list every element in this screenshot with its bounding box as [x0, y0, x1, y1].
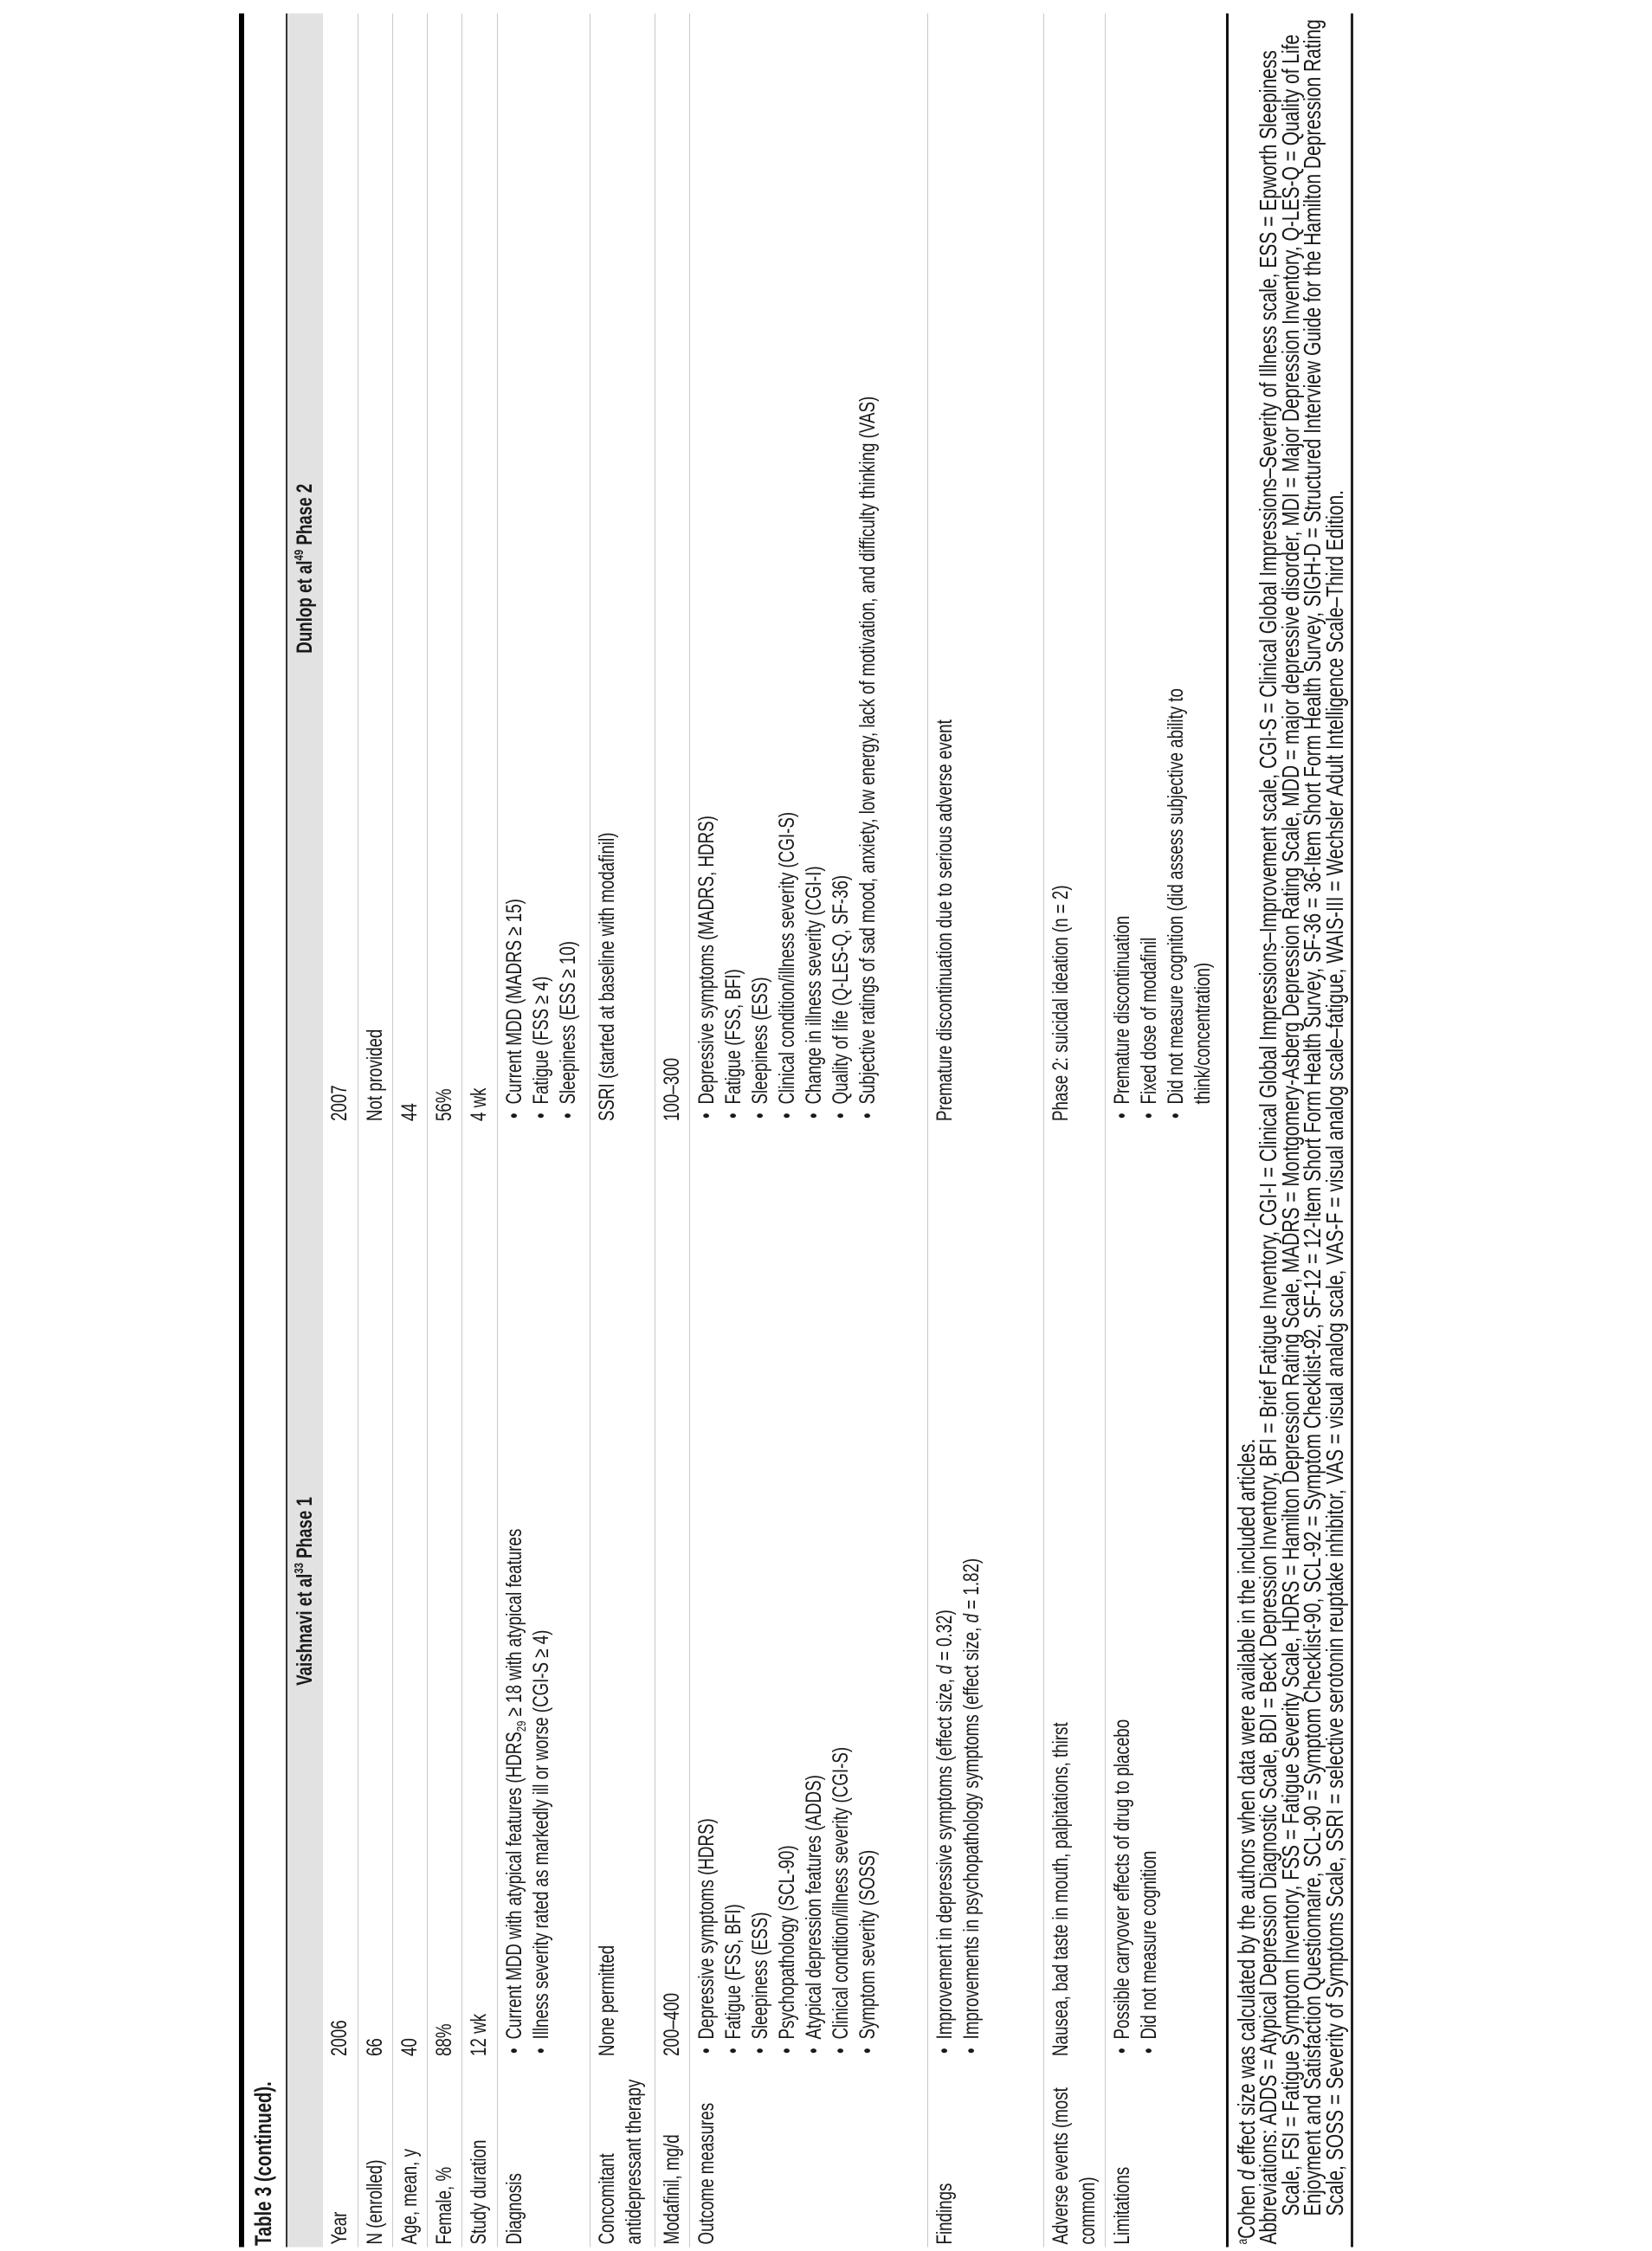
list-item: • Clinical condition/illness severity (CGI-S) [774, 19, 801, 1122]
list-item: • Did not measure cognition [1136, 1129, 1163, 2056]
cell-study-2: 2007 [327, 1085, 352, 1121]
cell-study-2: Phase 2: suicidal ideation (n = 2) [1048, 885, 1073, 1121]
list-item: • Possible carryover effects of drug to placebo [1109, 1129, 1136, 2056]
cell-study-2: SSRI (started at baseline with modafinil) [594, 832, 619, 1121]
effect-size-symbol: d [932, 1665, 957, 1674]
list-item: • Quality of life (Q-LES-Q, SF-36) [828, 19, 855, 1122]
cell-study-2: Premature discontinuation due to serious adverse event [932, 719, 957, 1121]
cell-study-1 [497, 1124, 590, 2059]
list-item: • Sleepiness (ESS) [747, 1129, 774, 2056]
subscript: 29 [513, 1720, 529, 1732]
table-row-concomitant [590, 14, 655, 2248]
list-item: • Sleepiness (ESS) [747, 19, 774, 1122]
list-item: • Fatigue (FSS, BFI) [720, 1129, 747, 2056]
cell-study-2 [1105, 14, 1227, 1125]
table-footnotes [1229, 14, 1354, 2248]
row-label: Outcome measures [694, 2102, 719, 2245]
table-row-adverse-events [1043, 14, 1105, 2248]
cell-study-1 [689, 1124, 927, 2059]
list-item: • Did not measure cognition (did assess subjective ability to think/concentration) [1163, 663, 1216, 1122]
list-item: • Fatigue (FSS ≥ 4) [528, 19, 555, 1122]
cell-study-2 [497, 14, 590, 1125]
row-label: Diagnosis [501, 2173, 526, 2245]
study-name: Dunlop et al [293, 560, 317, 654]
header-row [287, 14, 323, 2248]
bullet-list [694, 19, 881, 1122]
list-item: • Fixed dose of modafinil [1136, 663, 1163, 1122]
cell-study-1: 40 [397, 2038, 422, 2056]
footnote-text: Cohen [1232, 2180, 1260, 2239]
list-item: • Illness severity rated as markedly ill or worse (CGI-S ≥ 4) [528, 1129, 555, 2056]
cell-study-2 [689, 14, 927, 1125]
table-title: Table 3 (continued). [250, 2081, 276, 2246]
item-text: = 1.82) [958, 1558, 984, 1614]
cell-study-2: 56% [431, 1088, 456, 1121]
cell-study-1: 12 wk [466, 2014, 491, 2056]
item-text: = 0.32) [932, 1609, 957, 1666]
item-text: Improvement in depressive symptoms (effect size, [932, 1674, 957, 2040]
bullet-list [501, 19, 582, 1122]
cell-study-1: 88% [431, 2023, 456, 2056]
table-row-outcomes [689, 14, 927, 2248]
cell-study-1 [927, 1124, 1043, 2059]
row-label: Concomitant antidepressant therapy [594, 2079, 646, 2245]
study-name: Vaishnavi et al [293, 1573, 317, 1686]
row-label: Findings [932, 2183, 957, 2245]
table-row-diagnosis [497, 14, 590, 2248]
cell-study-2: 100–300 [659, 1058, 684, 1121]
row-label: Study duration [466, 2139, 491, 2245]
table-row-findings [927, 14, 1043, 2248]
table-row-age [392, 14, 427, 2248]
item-text: Current MDD with atypical features (HDRS [501, 1732, 526, 2040]
list-item: • Premature discontinuation [1109, 663, 1136, 1122]
row-label: Adverse events (most common) [1048, 2087, 1100, 2245]
list-item: • Depressive symptoms (HDRS) [694, 1129, 720, 2056]
effect-size-symbol: d [1232, 2170, 1260, 2181]
cell-study-1: 200–400 [659, 1993, 684, 2056]
row-label: N (enrolled) [362, 2159, 387, 2245]
cell-study-2: 4 wk [466, 1087, 491, 1121]
list-item: • Symptom severity (SOSS) [855, 1129, 881, 2056]
list-item [958, 1539, 985, 2056]
list-item [932, 1539, 958, 2056]
bullet-list [694, 1129, 881, 2056]
study-phase: Phase 2 [293, 483, 317, 550]
item-text: Improvements in psychopathology symptoms (effect size, [958, 1622, 984, 2040]
cell-study-1: 66 [362, 2038, 387, 2056]
cell-study-1: 2006 [327, 2020, 352, 2056]
header-empty [287, 2059, 323, 2248]
row-label: Limitations [1109, 2166, 1134, 2245]
list-item: • Fatigue (FSS, BFI) [720, 19, 747, 1122]
study-phase: Phase 1 [293, 1497, 317, 1564]
table-row-female [427, 14, 461, 2248]
bullet-list [1109, 1129, 1163, 2056]
bullet-list [1109, 663, 1216, 1122]
list-item: • Change in illness severity (CGI-I) [801, 19, 828, 1122]
item-text: ≥ 18 with atypical features [501, 1528, 526, 1721]
list-item: • Atypical depression features (ADDS) [801, 1129, 828, 2056]
cell-study-1: None permitted [594, 1945, 619, 2056]
table-row-duration [461, 14, 497, 2248]
bullet-list [932, 1539, 985, 2056]
row-label: Modafinil, mg/d [659, 2134, 684, 2245]
row-label: Year [327, 2211, 352, 2245]
list-item: • Subjective ratings of sad mood, anxiety, low energy, lack of motivation, and difficulty thinking (VAS) [855, 19, 881, 1122]
row-label: Age, mean, y [397, 2149, 422, 2245]
cell-study-2: Not provided [362, 1029, 387, 1121]
comparison-table [286, 14, 1229, 2248]
table-row-year [323, 14, 358, 2248]
header-study-1 [287, 1124, 323, 2059]
list-item: • Clinical condition/illness severity (CGI-S) [828, 1129, 855, 2056]
list-item [501, 1129, 528, 2056]
table-row-modafinil [655, 14, 689, 2248]
list-item: • Sleepiness (ESS ≥ 10) [555, 19, 582, 1122]
footnote-marker: a [1235, 2238, 1250, 2245]
table-row-n [358, 14, 392, 2248]
cell-study-2: 44 [397, 1103, 422, 1121]
row-label: Female, % [431, 2166, 456, 2245]
cell-study-1 [1105, 1124, 1227, 2059]
effect-size-symbol: d [958, 1613, 984, 1623]
list-item: • Depressive symptoms (MADRS, HDRS) [694, 19, 720, 1122]
header-study-2 [287, 14, 323, 1125]
cell-study-1: Nausea, bad taste in mouth, palpitations, thirst [1048, 1722, 1073, 2056]
list-item: • Psychopathology (SCL-90) [774, 1129, 801, 2056]
list-item: • Current MDD (MADRS ≥ 15) [501, 19, 528, 1122]
bullet-list [501, 1129, 555, 2056]
footnote-abbreviations: Abbreviations: ADDS = Atypical Depression Diagnostic Scale, BDI = Beck Depression Inventory, BFI = Brief Fatigue Inventory, CGI-I = Clinical Global Impressions–Improvement scale, CGI-S = Clinical Global Impressions–Severity of Illness scale, ESS = Epworth Sleepiness Scale, FSI = Fatigue Symptom Inventory, FSS = Fatigue Severity Scale, HDRS = Hamilton Depression Rating Scale, MADRS = Montgomery-Asberg Depression Rating Scale, MDD = major depressive disorder, MDI = Major Depression Inventory, Q-LES-Q = Quality of Life Enjoyment and Satisfaction Questionnaire, SCL-90 = Symptom Checklist-90, SCL-92 = Symptom Checklist-92, SF-12 = 12-Item Short Form Health Survey, SF-36 = 36-Item Short Form Health Survey, SIGH-D = Structured Interview Guide for the Hamilton Depression Rating Scale, SOSS = Severity of Symptoms Scale, SSRI = selective serotonin reuptake inhibitor, VAS = visual analog scale, VAS-F = visual analog scale–fatigue, WAIS-III = Wechsler Adult Intelligence Scale–Third Edition. [1255, 19, 1348, 2245]
reference-number: 33 [292, 1563, 307, 1574]
table-row-limitations [1105, 14, 1227, 2248]
reference-number: 49 [292, 549, 307, 561]
table-container [239, 14, 1353, 2248]
footnote-text: effect size was calculated by the authors when data were available in the included articles. [1232, 1438, 1260, 2170]
